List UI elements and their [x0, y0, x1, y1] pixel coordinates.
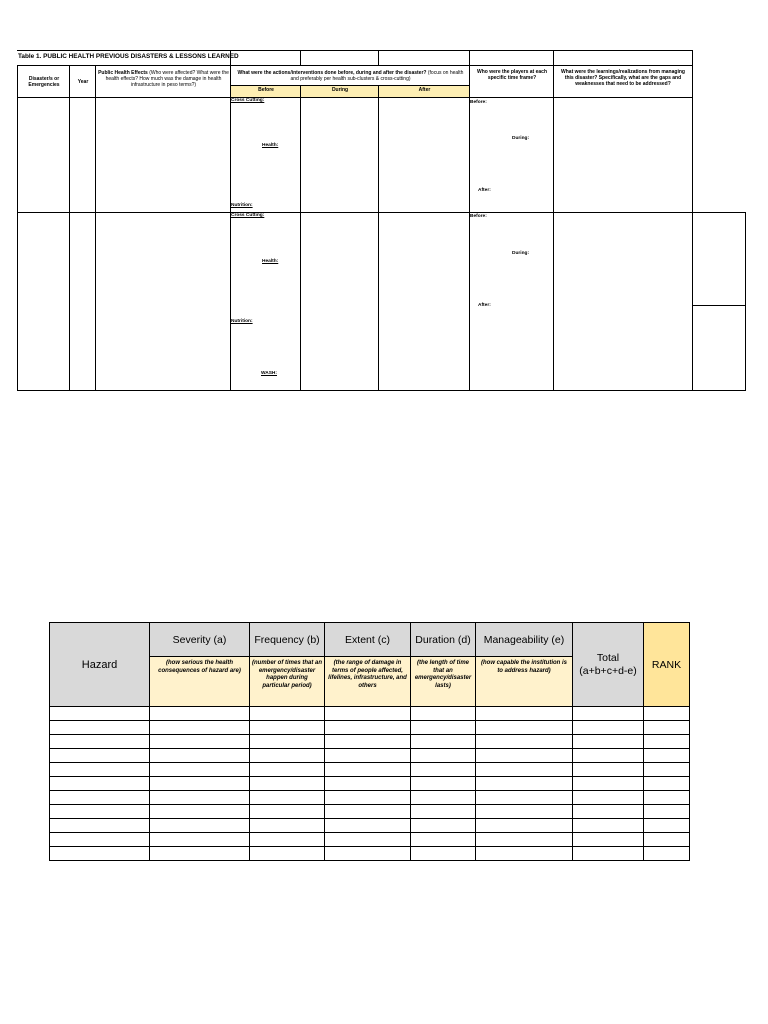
hazard-header: Hazard	[50, 623, 150, 707]
header-actions-note: (focus on health and preferably per health sub-clusters & cross-cutting)	[290, 69, 464, 82]
table-row	[50, 805, 690, 819]
table-cell	[50, 735, 150, 749]
table-cell	[250, 749, 325, 763]
row2-players-during: During:	[512, 251, 530, 256]
hazard-ranking-table	[49, 622, 690, 861]
table-cell	[325, 819, 411, 833]
table-cell	[150, 847, 250, 861]
table-cell	[476, 777, 573, 791]
table-cell	[411, 833, 476, 847]
table-cell	[644, 763, 690, 777]
header-health-effects	[95, 65, 231, 98]
header-before: Before	[230, 85, 301, 98]
row2-players-after: After:	[478, 303, 491, 308]
table-row	[50, 763, 690, 777]
row2-extra-cell-bottom	[692, 305, 746, 391]
table-cell	[644, 847, 690, 861]
table-cell	[325, 707, 411, 721]
table-cell	[50, 721, 150, 735]
frequency-header: Frequency (b)	[250, 623, 325, 657]
table-row	[50, 791, 690, 805]
table-row	[50, 833, 690, 847]
row1-players-before: Before:	[470, 100, 487, 105]
table-cell	[50, 707, 150, 721]
table-cell	[573, 791, 644, 805]
table-row	[50, 707, 690, 721]
row2-wash-label: WASH:	[261, 371, 277, 376]
header-disasters: Disaster/s or Emergencies	[17, 65, 70, 98]
table-cell	[325, 833, 411, 847]
table-cell	[411, 819, 476, 833]
table-cell	[50, 749, 150, 763]
table-cell	[411, 805, 476, 819]
row2-effects-cell	[95, 212, 231, 391]
row1-nutrition-label: Nutrition:	[231, 203, 253, 208]
title-row-top	[17, 50, 693, 51]
table-cell	[250, 777, 325, 791]
duration-desc: (the length of time that an emergency/disaster lasts)	[411, 657, 476, 707]
table-cell	[476, 847, 573, 861]
table-cell	[573, 749, 644, 763]
table-cell	[644, 777, 690, 791]
table-cell	[644, 819, 690, 833]
table-cell	[411, 847, 476, 861]
table-cell	[573, 707, 644, 721]
table-cell	[325, 721, 411, 735]
table-cell	[50, 833, 150, 847]
table-cell	[250, 707, 325, 721]
header-effects-bold: Public Health Effects	[98, 70, 148, 76]
table-cell	[325, 847, 411, 861]
table-row	[50, 749, 690, 763]
table-row	[50, 777, 690, 791]
manageability-desc: (how capable the institution is to address hazard)	[476, 657, 573, 707]
table-cell	[150, 819, 250, 833]
table-cell	[325, 791, 411, 805]
table-cell	[325, 749, 411, 763]
table-row	[50, 819, 690, 833]
table-cell	[50, 805, 150, 819]
row1-players-after: After:	[478, 188, 491, 193]
table-cell	[411, 777, 476, 791]
table-cell	[476, 805, 573, 819]
duration-header: Duration (d)	[411, 623, 476, 657]
table-cell	[325, 763, 411, 777]
table-cell	[325, 777, 411, 791]
table-cell	[150, 707, 250, 721]
table-cell	[325, 735, 411, 749]
table-cell	[476, 833, 573, 847]
table-cell	[411, 763, 476, 777]
header-after: After	[378, 85, 470, 98]
table-row	[50, 847, 690, 861]
row1-disaster-cell	[17, 97, 70, 213]
header-during: During	[300, 85, 379, 98]
table-cell	[150, 833, 250, 847]
table-cell	[644, 805, 690, 819]
table-cell	[150, 777, 250, 791]
table-row	[50, 721, 690, 735]
row2-after-cell	[378, 212, 470, 391]
table-cell	[476, 721, 573, 735]
table-cell	[50, 791, 150, 805]
row1-before-cell	[230, 97, 301, 213]
total-header: Total (a+b+c+d-e)	[573, 623, 644, 707]
row1-effects-cell	[95, 97, 231, 213]
table-cell	[250, 805, 325, 819]
table-cell	[573, 721, 644, 735]
row2-before-cell	[230, 212, 301, 391]
row2-nutrition-label: Nutrition:	[231, 319, 253, 324]
table-cell	[644, 749, 690, 763]
table-cell	[573, 763, 644, 777]
extent-header: Extent (c)	[325, 623, 411, 657]
table-cell	[476, 819, 573, 833]
table-cell	[250, 763, 325, 777]
table-cell	[476, 749, 573, 763]
table-cell	[250, 735, 325, 749]
table2-body	[50, 707, 690, 861]
severity-header: Severity (a)	[150, 623, 250, 657]
row2-cross-cutting-label: Cross Cutting:	[231, 213, 265, 218]
table-cell	[150, 721, 250, 735]
table-cell	[411, 721, 476, 735]
row1-learnings-cell	[553, 97, 693, 213]
table-cell	[50, 819, 150, 833]
header-year: Year	[69, 65, 96, 98]
table-cell	[50, 763, 150, 777]
table-cell	[476, 763, 573, 777]
extent-desc: (the range of damage in terms of people affected, lifelines, infrastructure, and others	[325, 657, 411, 707]
table-cell	[250, 819, 325, 833]
frequency-desc: (number of times that an emergency/disaster happen during particular period)	[250, 657, 325, 707]
table-row	[50, 735, 690, 749]
table-cell	[150, 791, 250, 805]
severity-desc: (how serious the health consequences of hazard are)	[150, 657, 250, 707]
table-cell	[476, 735, 573, 749]
table-cell	[644, 707, 690, 721]
table-cell	[411, 735, 476, 749]
header-actions-bold: What were the actions/interventions done before, during and after the disaster?	[237, 69, 427, 76]
row2-during-cell	[300, 212, 379, 391]
row1-year-cell	[69, 97, 96, 213]
table-cell	[250, 847, 325, 861]
table-cell	[573, 819, 644, 833]
table-cell	[411, 791, 476, 805]
row1-players-cell	[469, 97, 554, 213]
table-cell	[644, 721, 690, 735]
table-cell	[644, 833, 690, 847]
table-cell	[644, 791, 690, 805]
header-players: Who were the players at each specific time frame?	[469, 65, 554, 98]
table-cell	[50, 847, 150, 861]
header-learnings: What were the learnings/realizations from managing this disaster? Specifically, what are the gaps and weaknesses that need to be addressed?	[553, 65, 693, 98]
rank-header: RANK	[644, 623, 690, 707]
manageability-header: Manageability (e)	[476, 623, 573, 657]
row1-after-cell	[378, 97, 470, 213]
table-cell	[250, 833, 325, 847]
row1-players-during: During:	[512, 136, 530, 141]
row2-players-cell	[469, 212, 554, 391]
row2-players-before: Before:	[470, 214, 487, 219]
table-cell	[573, 833, 644, 847]
table-cell	[476, 791, 573, 805]
table-cell	[411, 749, 476, 763]
table-cell	[150, 735, 250, 749]
table-cell	[250, 721, 325, 735]
row2-year-cell	[69, 212, 96, 391]
row2-learnings-cell	[553, 212, 693, 391]
row1-cross-cutting-label: Cross Cutting:	[231, 98, 265, 103]
row1-health-label: Health:	[262, 143, 279, 148]
header-effects-note: (Who were affected? What were the health effects? How much was the damage in health infrastructure in peso terms?)	[105, 70, 229, 88]
table-cell	[476, 707, 573, 721]
table-cell	[411, 707, 476, 721]
table-cell	[573, 805, 644, 819]
row2-disaster-cell	[17, 212, 70, 391]
row2-extra-cell-top	[692, 212, 746, 306]
header-actions	[230, 65, 470, 85]
table-cell	[50, 777, 150, 791]
table-cell	[150, 763, 250, 777]
table-cell	[573, 847, 644, 861]
table-cell	[325, 805, 411, 819]
table-cell	[150, 805, 250, 819]
table-cell	[573, 777, 644, 791]
table1-title: Table 1. PUBLIC HEALTH PREVIOUS DISASTERS & LESSONS LEARNED	[18, 53, 239, 60]
table-cell	[573, 735, 644, 749]
table-cell	[250, 791, 325, 805]
table-cell	[644, 735, 690, 749]
table-cell	[150, 749, 250, 763]
row2-health-label: Health:	[262, 259, 279, 264]
header-row	[50, 623, 690, 657]
row1-during-cell	[300, 97, 379, 213]
